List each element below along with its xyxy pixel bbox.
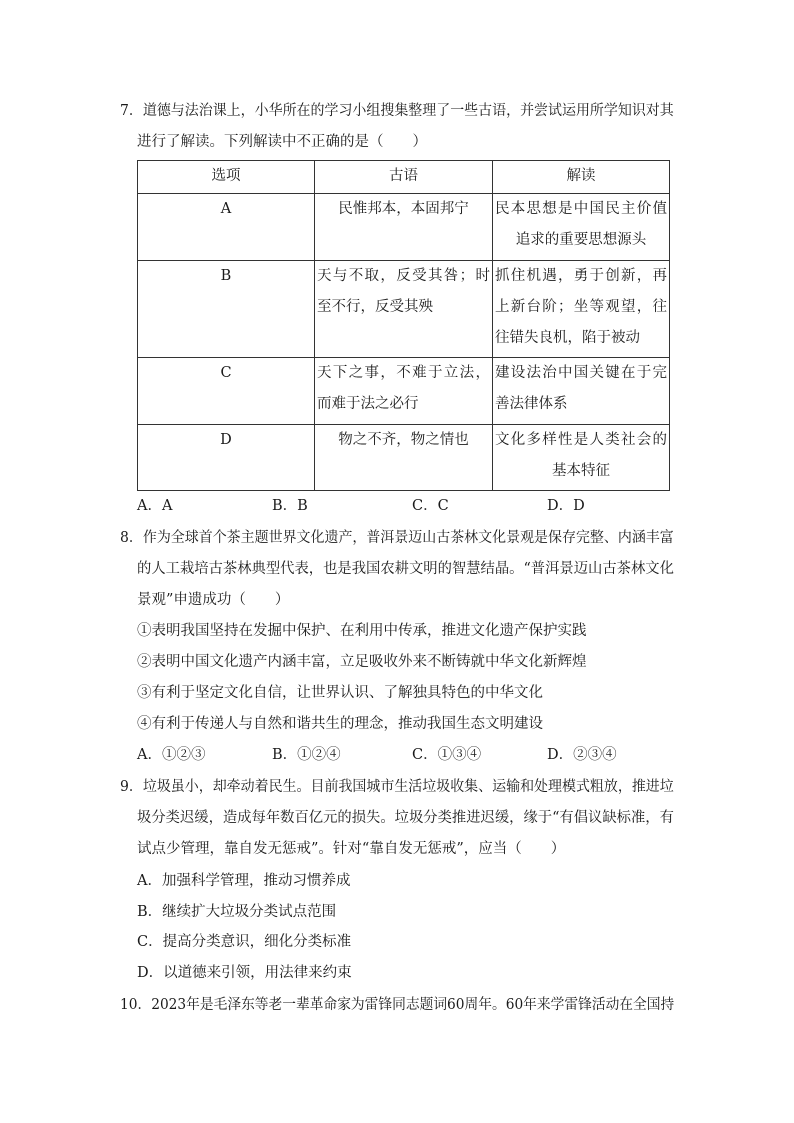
row-reading: 民本思想是中国民主价值追求的重要思想源头 [493, 194, 670, 261]
row-option: B [138, 261, 315, 358]
table-header-row [138, 161, 670, 194]
row-quote: 天下之事，不难于立法，而难于法之必行 [315, 358, 493, 425]
q9-choice-d: D．以道德来引领，用法律来约束 [137, 965, 352, 981]
q7-choice-d: D．D [547, 498, 585, 514]
q9-choice-c: C．提高分类意识，细化分类标准 [137, 934, 352, 950]
q8-statement-1: ①表明我国坚持在发掘中保护、在利用中传承，推进文化遗产保护实践 [137, 623, 587, 639]
row-reading: 建设法治中国关键在于完善法律体系 [493, 358, 670, 425]
q7-choice-a: A．A [137, 498, 173, 514]
q8-choice-b: B．①②④ [272, 747, 341, 763]
row-option: C [138, 358, 315, 425]
q8-stem-line-3: 景观”申遗成功（ ） [137, 592, 290, 608]
q7-stem-line-1: 7．道德与法治课上，小华所在的学习小组搜集整理了一些古语，并尝试运用所学知识对其 [120, 103, 674, 119]
q7-stem-line-2: 进行了解读。下列解读中不正确的是（ ） [137, 134, 427, 150]
q9-stem-line-1: 9．垃圾虽小，却牵动着民生。目前我国城市生活垃圾收集、运输和处理模式粗放，推进垃 [120, 779, 674, 795]
header-option: 选项 [138, 161, 315, 194]
q7-choice-b: B．B [272, 498, 308, 514]
q8-statement-3: ③有利于坚定文化自信，让世界认识、了解独具特色的中华文化 [137, 685, 543, 701]
row-quote: 物之不齐，物之情也 [315, 425, 493, 491]
header-quote: 古语 [315, 161, 493, 194]
row-option: A [138, 194, 315, 261]
header-reading: 解读 [493, 161, 670, 194]
table-row [138, 261, 670, 358]
row-quote: 民惟邦本，本固邦宁 [315, 194, 493, 261]
q10-stem-line-1: 10．2023年是毛泽东等老一辈革命家为雷锋同志题词60周年。60年来学雷锋活动在全国持 [120, 997, 675, 1013]
row-reading: 文化多样性是人类社会的基本特征 [493, 425, 670, 491]
row-option: D [138, 425, 315, 491]
q8-choice-d: D．②③④ [547, 747, 617, 763]
row-quote: 天与不取，反受其咎；时至不行，反受其殃 [315, 261, 493, 358]
table-row [138, 358, 670, 425]
q9-stem-line-2: 圾分类迟缓，造成每年数百亿元的损失。垃圾分类推进迟缓，缘于“有倡议缺标准，有 [137, 810, 674, 826]
q7-choice-c: C．C [412, 498, 449, 514]
q9-choice-b: B．继续扩大垃圾分类试点范围 [137, 904, 337, 920]
q8-choice-a: A．①②③ [137, 747, 206, 763]
q8-choice-c: C．①③④ [412, 747, 482, 763]
q7-table [137, 160, 670, 491]
q8-statement-4: ④有利于传递人与自然和谐共生的理念，推动我国生态文明建设 [137, 716, 543, 732]
table-row [138, 425, 670, 491]
q8-stem-line-1: 8．作为全球首个茶主题世界文化遗产，普洱景迈山古茶林文化景观是保存完整、内涵丰富 [120, 530, 674, 546]
q8-stem-line-2: 的人工栽培古茶林典型代表，也是我国农耕文明的智慧结晶。“普洱景迈山古茶林文化 [137, 561, 674, 577]
q8-statement-2: ②表明中国文化遗产内涵丰富，立足吸收外来不断铸就中华文化新辉煌 [137, 654, 587, 670]
table-row [138, 194, 670, 261]
row-reading: 抓住机遇，勇于创新，再上新台阶；坐等观望，往往错失良机，陷于被动 [493, 261, 670, 358]
q9-choice-a: A．加强科学管理，推动习惯养成 [137, 873, 351, 889]
q9-stem-line-3: 试点少管理，靠自发无惩戒”。针对“靠自发无惩戒”，应当（ ） [137, 841, 566, 857]
